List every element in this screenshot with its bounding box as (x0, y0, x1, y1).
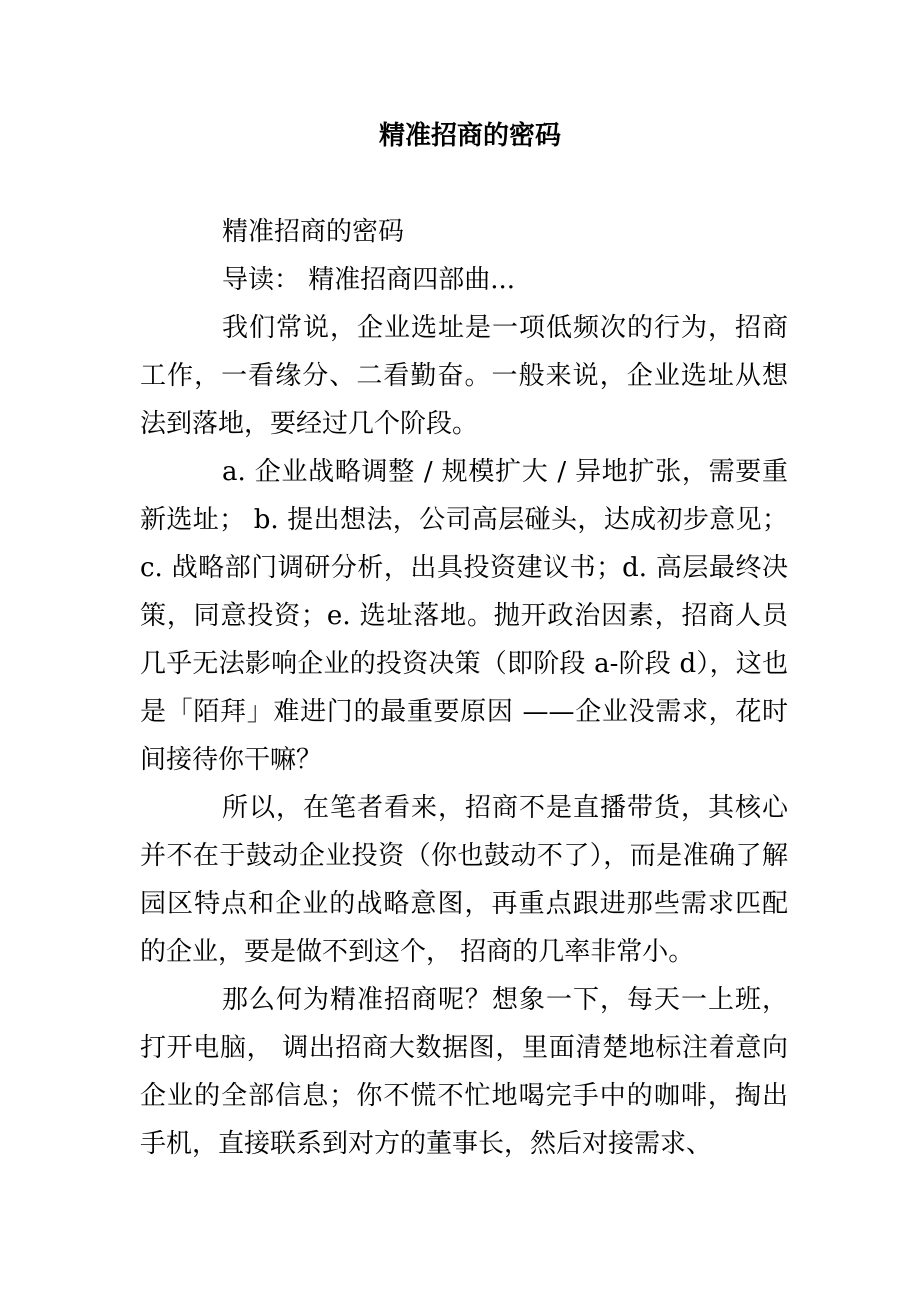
paragraph-2: a. 企业战略调整 / 规模扩大 / 异地扩张，需要重新选址； b. 提出想法，公司高层碰头，达成初步意见；c. 战略部门调研分析，出具投资建议书；d. 高层最终决策，同意投资；e. 选址落地。抛开政治因素，招商人员几乎无法影响企业的投资决策（即阶段 a-阶段 d），这也是「陌拜」难进门的最重要原因 ——企业没需求，花时间接待你干嘛？ (140, 457, 788, 775)
paragraph-4: 那么何为精准招商呢？想象一下，每天一上班，打开电脑， 调出招商大数据图，里面清楚地标注着意向企业的全部信息；你不慌不忙地喝完手中的咖啡，掏出手机，直接联系到对方的董事长，然后对接需求、 (140, 985, 788, 1159)
document-body (140, 208, 788, 1168)
paragraph-1: 我们常说，企业选址是一项低频次的行为，招商工作，一看缘分、二看勤奋。一般来说，企业选址从想法到落地，要经过几个阶段。 (140, 313, 788, 439)
paragraph-3: 所以，在笔者看来，招商不是直播带货，其核心并不在于鼓动企业投资（你也鼓动不了），而是准确了解园区特点和企业的战略意图，再重点跟进那些需求匹配的企业，要是做不到这个， 招商的几率非常小。 (140, 793, 788, 967)
document-title: 精准招商的密码 (378, 121, 561, 151)
paragraph-subtitle: 精准招商的密码 (222, 217, 405, 247)
paragraph-intro: 导读： 精准招商四部曲... (222, 265, 516, 295)
